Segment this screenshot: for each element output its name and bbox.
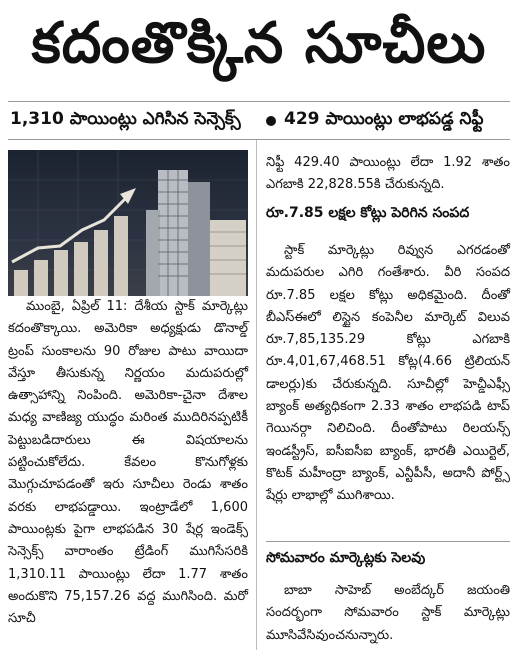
stock-growth-chart-photo — [8, 150, 248, 296]
section-rule — [266, 541, 510, 542]
headline: కదంతొక్కిన సూచీలు — [31, 10, 487, 76]
right-intro-text: నిఫ్టీ 429.40 పాయింట్లు లేదా 1.92 శాతం ఎగబాకి 22,828.55కి చేరుకున్నది. — [266, 155, 510, 193]
bullet-icon — [266, 116, 276, 126]
right-intro — [266, 152, 510, 197]
left-article-body — [8, 296, 248, 630]
subhead-nifty — [266, 107, 514, 135]
section-body-holiday-text: బాబా సాహెబ్ అంబేద్కర్ జయంతి సందర్భంగా సోమవారం స్టాక్ మార్కెట్లు మూసివేసివుంచనున్నారు. — [266, 583, 510, 643]
subhead-rule — [8, 139, 510, 140]
section-heading-holiday: సోమవారం మార్కెట్లకు సెలవు — [266, 550, 426, 566]
section-body-wealth-text: స్టాక్ మార్కెట్లు రివ్వున ఎగరడంతో మదుపరుల ఎగిరి గంతేశారు. వీరి సంపద రూ.7.85 లక్షల కోట్లు అధికమైంది. దీంతో బీఎస్ఈలో లిస్టైన కంపెనీల మార్కెట్ విలువ రూ.7,85,135.29 కోట్లు ఎగబాకి రూ.4,01,67,468.51 కోట్ల(4.66 ట్రిలియన్ డాలర్లు)కు చేరుకున్నది. సూచీల్లో హెచ్డీఎఫ్సీ బ్యాంక్ అత్యధికంగా 2.33 శాతం లాభపడి టాప్ గెయినర్గా నిలిచింది. దీంతోపాటు రిలయన్స్ ఇండస్ట్రీస్, ఐసీఐసీఐ బ్యాంక్, భారతీ ఎయిర్టెల్, కొటక్ మహీంద్రా బ్యాంక్, ఎన్టీపీసీ, అదానీ పోర్ట్స్ షేర్లు లాభాల్లో ముగిశాయి. — [266, 243, 510, 504]
section-body-wealth — [266, 240, 510, 508]
section-body-holiday — [266, 580, 510, 647]
top-rule — [8, 101, 510, 102]
subhead-nifty-text: 429 పాయింట్లు లాభపడ్డ నిఫ్టీ — [284, 109, 484, 129]
left-body-text: ముంబై, ఏప్రిల్ 11: దేశీయ స్టాక్ మార్కెట్లు కదంతొక్కాయి. అమెరికా అధ్యక్షుడు డొనాల్డ్ ట్రంప్ సుంకాలను 90 రోజుల పాటు వాయిదా వేస్తూ తీసుకున్న నిర్ణయం మదుపరుల్లో ఉత్సాహాన్ని నింపింది. అమెరికా-చైనా దేశాల మధ్య వాణిజ్య యుద్ధం మరింత ముదిరినప్పటికీ పెట్టుబడిదారులు ఈ విషయాలను పట్టించుకోలేదు. కేవలం కొనుగోళ్లకు మొగ్గుచూపడంతో ఇరు సూచీలు రెండు శాతం వరకు లాభపడ్డాయి. ఇంట్రాడేలో 1,600 పాయింట్లకు పైగా లాభపడిన 30 షేర్ల ఇండెక్స్ సెన్సెక్స్ వారాంతం ట్రేడింగ్ ముగిసేసరికి 1,310.11 పాయింట్లు లేదా 1.77 శాతం అందుకొని 75,157.26 వద్ద ముగిసింది. మరో సూచీ — [8, 299, 248, 627]
column-separator — [256, 140, 257, 650]
subhead-sensex: 1,310 పాయింట్లు ఎగిసిన సెన్సెక్స్ — [10, 109, 241, 129]
section-heading-wealth: రూ.7.85 లక్షల కోట్లు పెరిగిన సంపద — [266, 205, 470, 221]
stock-growth-illustration — [8, 150, 248, 296]
